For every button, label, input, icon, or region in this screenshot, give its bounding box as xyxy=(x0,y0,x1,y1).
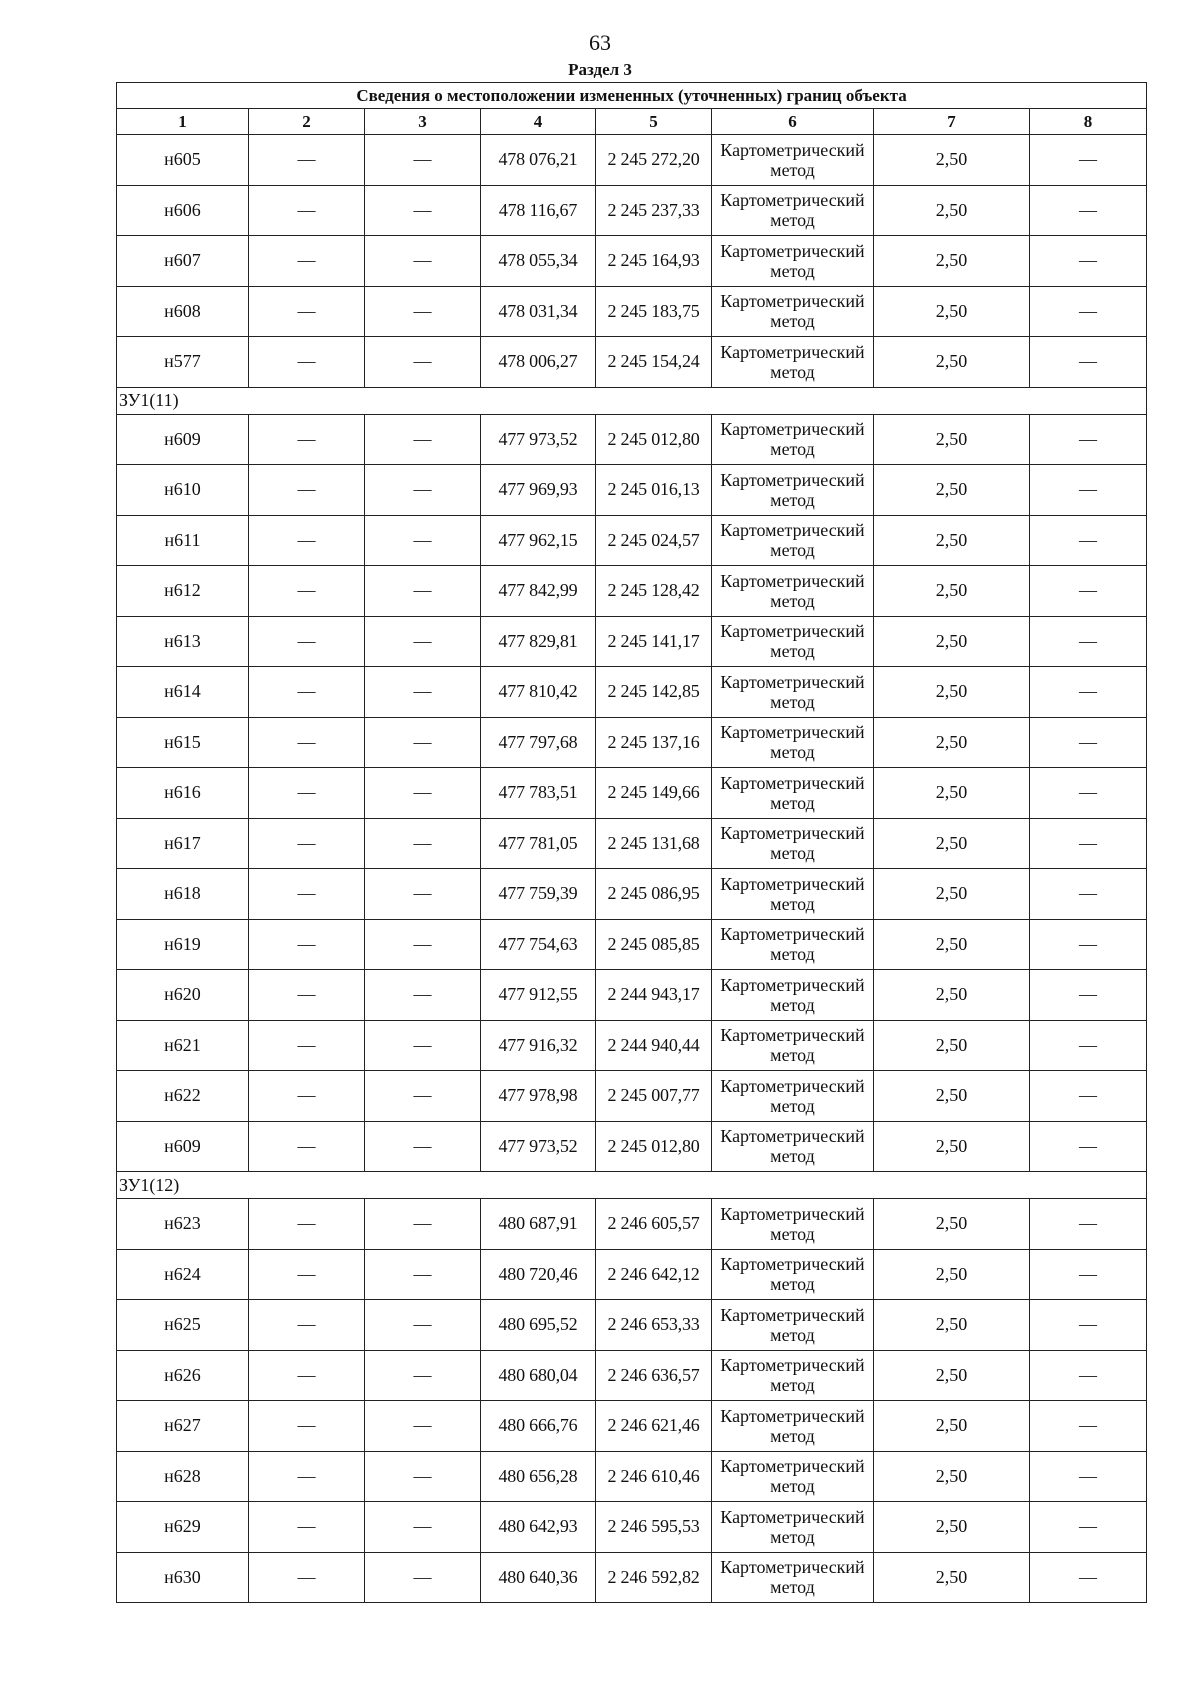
coord-y: 2 245 016,13 xyxy=(596,465,712,516)
cell-col2: — xyxy=(249,1552,365,1603)
point-name: н621 xyxy=(117,1020,249,1071)
table-row xyxy=(117,1121,1147,1172)
coord-y: 2 245 012,80 xyxy=(596,414,712,465)
method: Картометрический метод xyxy=(712,1249,874,1300)
coord-x: 477 759,39 xyxy=(481,869,596,920)
column-number: 6 xyxy=(712,109,874,135)
table-row xyxy=(117,1020,1147,1071)
point-name: н623 xyxy=(117,1199,249,1250)
table-row xyxy=(117,286,1147,337)
cell-col2: — xyxy=(249,135,365,186)
cell-col8: — xyxy=(1030,185,1147,236)
cell-col2: — xyxy=(249,869,365,920)
cell-col3: — xyxy=(365,1350,481,1401)
cell-col8: — xyxy=(1030,970,1147,1021)
method: Картометрический метод xyxy=(712,667,874,718)
table-row xyxy=(117,566,1147,617)
method: Картометрический метод xyxy=(712,970,874,1021)
coord-y: 2 245 007,77 xyxy=(596,1071,712,1122)
table-row xyxy=(117,869,1147,920)
column-number: 5 xyxy=(596,109,712,135)
cell-col2: — xyxy=(249,566,365,617)
point-name: н611 xyxy=(117,515,249,566)
column-number: 3 xyxy=(365,109,481,135)
point-name: н619 xyxy=(117,919,249,970)
point-name: н615 xyxy=(117,717,249,768)
table-row xyxy=(117,1300,1147,1351)
cell-col8: — xyxy=(1030,818,1147,869)
cell-col3: — xyxy=(365,414,481,465)
group-label: ЗУ1(12) xyxy=(117,1172,1147,1199)
cell-col2: — xyxy=(249,1199,365,1250)
coord-x: 480 640,36 xyxy=(481,1552,596,1603)
cell-col2: — xyxy=(249,1071,365,1122)
table-row xyxy=(117,236,1147,287)
cell-col8: — xyxy=(1030,1020,1147,1071)
cell-col3: — xyxy=(365,337,481,388)
cell-col2: — xyxy=(249,768,365,819)
table-caption: Сведения о местоположении измененных (уточненных) границ объекта xyxy=(117,83,1147,109)
cell-col8: — xyxy=(1030,1401,1147,1452)
coordinates-table xyxy=(116,82,1147,1603)
column-numbers-row xyxy=(117,109,1147,135)
coord-x: 477 781,05 xyxy=(481,818,596,869)
point-name: н630 xyxy=(117,1552,249,1603)
cell-col8: — xyxy=(1030,616,1147,667)
point-name: н609 xyxy=(117,414,249,465)
cell-col3: — xyxy=(365,185,481,236)
table-row xyxy=(117,414,1147,465)
coord-x: 480 720,46 xyxy=(481,1249,596,1300)
coord-y: 2 244 940,44 xyxy=(596,1020,712,1071)
coord-y: 2 245 024,57 xyxy=(596,515,712,566)
cell-col2: — xyxy=(249,1502,365,1553)
precision: 2,50 xyxy=(874,1249,1030,1300)
table-row xyxy=(117,616,1147,667)
precision: 2,50 xyxy=(874,1552,1030,1603)
point-name: н618 xyxy=(117,869,249,920)
cell-col2: — xyxy=(249,1401,365,1452)
cell-col2: — xyxy=(249,1121,365,1172)
method: Картометрический метод xyxy=(712,286,874,337)
table-row xyxy=(117,337,1147,388)
method: Картометрический метод xyxy=(712,616,874,667)
coord-y: 2 245 141,17 xyxy=(596,616,712,667)
point-name: н610 xyxy=(117,465,249,516)
table-row xyxy=(117,1552,1147,1603)
point-name: н577 xyxy=(117,337,249,388)
table-body xyxy=(117,135,1147,1603)
method: Картометрический метод xyxy=(712,1502,874,1553)
method: Картометрический метод xyxy=(712,135,874,186)
cell-col8: — xyxy=(1030,1249,1147,1300)
method: Картометрический метод xyxy=(712,818,874,869)
cell-col3: — xyxy=(365,919,481,970)
method: Картометрический метод xyxy=(712,717,874,768)
coord-y: 2 245 085,85 xyxy=(596,919,712,970)
point-name: н612 xyxy=(117,566,249,617)
cell-col2: — xyxy=(249,1300,365,1351)
method: Картометрический метод xyxy=(712,1401,874,1452)
precision: 2,50 xyxy=(874,465,1030,516)
coord-y: 2 246 592,82 xyxy=(596,1552,712,1603)
column-number: 7 xyxy=(874,109,1030,135)
cell-col2: — xyxy=(249,717,365,768)
cell-col8: — xyxy=(1030,135,1147,186)
method: Картометрический метод xyxy=(712,414,874,465)
method: Картометрический метод xyxy=(712,185,874,236)
table-row xyxy=(117,919,1147,970)
table-row xyxy=(117,768,1147,819)
page-number: 63 xyxy=(589,30,611,55)
cell-col2: — xyxy=(249,185,365,236)
precision: 2,50 xyxy=(874,1020,1030,1071)
cell-col3: — xyxy=(365,1071,481,1122)
coord-y: 2 245 149,66 xyxy=(596,768,712,819)
precision: 2,50 xyxy=(874,236,1030,287)
coord-y: 2 245 131,68 xyxy=(596,818,712,869)
cell-col8: — xyxy=(1030,1350,1147,1401)
cell-col3: — xyxy=(365,1552,481,1603)
precision: 2,50 xyxy=(874,970,1030,1021)
cell-col3: — xyxy=(365,1300,481,1351)
method: Картометрический метод xyxy=(712,1300,874,1351)
cell-col8: — xyxy=(1030,768,1147,819)
coord-x: 478 116,67 xyxy=(481,185,596,236)
coord-x: 477 842,99 xyxy=(481,566,596,617)
point-name: н605 xyxy=(117,135,249,186)
cell-col2: — xyxy=(249,236,365,287)
table-caption-row xyxy=(117,83,1147,109)
method: Картометрический метод xyxy=(712,566,874,617)
cell-col3: — xyxy=(365,566,481,617)
coord-y: 2 245 137,16 xyxy=(596,717,712,768)
cell-col8: — xyxy=(1030,1199,1147,1250)
point-name: н608 xyxy=(117,286,249,337)
precision: 2,50 xyxy=(874,1300,1030,1351)
coord-y: 2 245 183,75 xyxy=(596,286,712,337)
method: Картометрический метод xyxy=(712,1199,874,1250)
table-row xyxy=(117,1249,1147,1300)
method: Картометрический метод xyxy=(712,869,874,920)
cell-col2: — xyxy=(249,515,365,566)
coord-y: 2 245 012,80 xyxy=(596,1121,712,1172)
cell-col8: — xyxy=(1030,566,1147,617)
point-name: н606 xyxy=(117,185,249,236)
point-name: н617 xyxy=(117,818,249,869)
coord-y: 2 246 642,12 xyxy=(596,1249,712,1300)
point-name: н628 xyxy=(117,1451,249,1502)
precision: 2,50 xyxy=(874,1121,1030,1172)
cell-col2: — xyxy=(249,919,365,970)
cell-col3: — xyxy=(365,1121,481,1172)
precision: 2,50 xyxy=(874,1401,1030,1452)
precision: 2,50 xyxy=(874,566,1030,617)
table-row xyxy=(117,1350,1147,1401)
cell-col8: — xyxy=(1030,337,1147,388)
precision: 2,50 xyxy=(874,869,1030,920)
table-row xyxy=(117,970,1147,1021)
table-row xyxy=(117,135,1147,186)
point-name: н609 xyxy=(117,1121,249,1172)
method: Картометрический метод xyxy=(712,515,874,566)
point-name: н626 xyxy=(117,1350,249,1401)
precision: 2,50 xyxy=(874,286,1030,337)
table-row xyxy=(117,465,1147,516)
cell-col3: — xyxy=(365,1502,481,1553)
cell-col3: — xyxy=(365,286,481,337)
cell-col2: — xyxy=(249,414,365,465)
cell-col3: — xyxy=(365,869,481,920)
coord-x: 477 973,52 xyxy=(481,1121,596,1172)
precision: 2,50 xyxy=(874,185,1030,236)
table-row xyxy=(117,818,1147,869)
coord-y: 2 245 237,33 xyxy=(596,185,712,236)
method: Картометрический метод xyxy=(712,236,874,287)
point-name: н616 xyxy=(117,768,249,819)
cell-col3: — xyxy=(365,768,481,819)
cell-col8: — xyxy=(1030,717,1147,768)
cell-col2: — xyxy=(249,1249,365,1300)
precision: 2,50 xyxy=(874,768,1030,819)
coord-y: 2 246 653,33 xyxy=(596,1300,712,1351)
cell-col8: — xyxy=(1030,869,1147,920)
coord-x: 477 810,42 xyxy=(481,667,596,718)
cell-col3: — xyxy=(365,1020,481,1071)
coord-x: 477 978,98 xyxy=(481,1071,596,1122)
coord-x: 477 969,93 xyxy=(481,465,596,516)
cell-col8: — xyxy=(1030,1552,1147,1603)
cell-col3: — xyxy=(365,515,481,566)
coord-x: 478 006,27 xyxy=(481,337,596,388)
cell-col3: — xyxy=(365,1401,481,1452)
point-name: н607 xyxy=(117,236,249,287)
precision: 2,50 xyxy=(874,515,1030,566)
precision: 2,50 xyxy=(874,616,1030,667)
cell-col3: — xyxy=(365,616,481,667)
coord-x: 478 031,34 xyxy=(481,286,596,337)
point-name: н624 xyxy=(117,1249,249,1300)
precision: 2,50 xyxy=(874,1502,1030,1553)
precision: 2,50 xyxy=(874,135,1030,186)
coord-x: 477 916,32 xyxy=(481,1020,596,1071)
coord-y: 2 246 621,46 xyxy=(596,1401,712,1452)
point-name: н625 xyxy=(117,1300,249,1351)
method: Картометрический метод xyxy=(712,919,874,970)
table-row xyxy=(117,1502,1147,1553)
coord-y: 2 246 605,57 xyxy=(596,1199,712,1250)
coord-y: 2 245 272,20 xyxy=(596,135,712,186)
cell-col3: — xyxy=(365,667,481,718)
coord-x: 477 973,52 xyxy=(481,414,596,465)
cell-col8: — xyxy=(1030,1300,1147,1351)
coord-y: 2 245 142,85 xyxy=(596,667,712,718)
point-name: н629 xyxy=(117,1502,249,1553)
coord-y: 2 245 164,93 xyxy=(596,236,712,287)
table-row xyxy=(117,1199,1147,1250)
table-row xyxy=(117,1451,1147,1502)
table-row xyxy=(117,515,1147,566)
cell-col8: — xyxy=(1030,1121,1147,1172)
table-row xyxy=(117,1071,1147,1122)
table-row xyxy=(117,717,1147,768)
cell-col2: — xyxy=(249,337,365,388)
method: Картометрический метод xyxy=(712,1121,874,1172)
cell-col8: — xyxy=(1030,414,1147,465)
cell-col8: — xyxy=(1030,236,1147,287)
precision: 2,50 xyxy=(874,667,1030,718)
point-name: н622 xyxy=(117,1071,249,1122)
coord-x: 480 695,52 xyxy=(481,1300,596,1351)
cell-col8: — xyxy=(1030,1502,1147,1553)
precision: 2,50 xyxy=(874,717,1030,768)
precision: 2,50 xyxy=(874,337,1030,388)
method: Картометрический метод xyxy=(712,465,874,516)
cell-col2: — xyxy=(249,286,365,337)
coord-x: 477 797,68 xyxy=(481,717,596,768)
column-number: 2 xyxy=(249,109,365,135)
coord-y: 2 245 086,95 xyxy=(596,869,712,920)
coord-x: 480 666,76 xyxy=(481,1401,596,1452)
precision: 2,50 xyxy=(874,1451,1030,1502)
group-row xyxy=(117,1172,1147,1199)
method: Картометрический метод xyxy=(712,1350,874,1401)
method: Картометрический метод xyxy=(712,1020,874,1071)
coord-y: 2 246 595,53 xyxy=(596,1502,712,1553)
coord-x: 477 829,81 xyxy=(481,616,596,667)
method: Картометрический метод xyxy=(712,768,874,819)
coord-y: 2 245 154,24 xyxy=(596,337,712,388)
method: Картометрический метод xyxy=(712,337,874,388)
cell-col3: — xyxy=(365,135,481,186)
precision: 2,50 xyxy=(874,1071,1030,1122)
coord-x: 480 642,93 xyxy=(481,1502,596,1553)
table-row xyxy=(117,1401,1147,1452)
coord-x: 477 783,51 xyxy=(481,768,596,819)
coord-x: 480 687,91 xyxy=(481,1199,596,1250)
group-label: ЗУ1(11) xyxy=(117,387,1147,414)
method: Картометрический метод xyxy=(712,1071,874,1122)
coord-x: 477 962,15 xyxy=(481,515,596,566)
cell-col8: — xyxy=(1030,667,1147,718)
point-name: н613 xyxy=(117,616,249,667)
coord-y: 2 244 943,17 xyxy=(596,970,712,1021)
cell-col8: — xyxy=(1030,919,1147,970)
column-number: 1 xyxy=(117,109,249,135)
cell-col3: — xyxy=(365,818,481,869)
precision: 2,50 xyxy=(874,1350,1030,1401)
cell-col3: — xyxy=(365,717,481,768)
coord-y: 2 246 636,57 xyxy=(596,1350,712,1401)
cell-col2: — xyxy=(249,667,365,718)
column-number: 8 xyxy=(1030,109,1147,135)
cell-col3: — xyxy=(365,236,481,287)
coord-x: 477 754,63 xyxy=(481,919,596,970)
cell-col3: — xyxy=(365,1199,481,1250)
cell-col8: — xyxy=(1030,465,1147,516)
coord-x: 477 912,55 xyxy=(481,970,596,1021)
cell-col3: — xyxy=(365,465,481,516)
cell-col8: — xyxy=(1030,1071,1147,1122)
coord-x: 478 055,34 xyxy=(481,236,596,287)
coord-x: 480 680,04 xyxy=(481,1350,596,1401)
point-name: н614 xyxy=(117,667,249,718)
cell-col2: — xyxy=(249,1451,365,1502)
cell-col8: — xyxy=(1030,286,1147,337)
cell-col3: — xyxy=(365,1451,481,1502)
coord-x: 480 656,28 xyxy=(481,1451,596,1502)
cell-col8: — xyxy=(1030,1451,1147,1502)
cell-col3: — xyxy=(365,970,481,1021)
section-title: Раздел 3 xyxy=(568,60,632,79)
table-row xyxy=(117,185,1147,236)
coord-y: 2 245 128,42 xyxy=(596,566,712,617)
precision: 2,50 xyxy=(874,919,1030,970)
coord-y: 2 246 610,46 xyxy=(596,1451,712,1502)
coord-x: 478 076,21 xyxy=(481,135,596,186)
method: Картометрический метод xyxy=(712,1552,874,1603)
point-name: н627 xyxy=(117,1401,249,1452)
cell-col2: — xyxy=(249,970,365,1021)
group-row xyxy=(117,387,1147,414)
precision: 2,50 xyxy=(874,1199,1030,1250)
cell-col2: — xyxy=(249,1020,365,1071)
cell-col3: — xyxy=(365,1249,481,1300)
cell-col2: — xyxy=(249,465,365,516)
method: Картометрический метод xyxy=(712,1451,874,1502)
point-name: н620 xyxy=(117,970,249,1021)
precision: 2,50 xyxy=(874,414,1030,465)
cell-col8: — xyxy=(1030,515,1147,566)
column-number: 4 xyxy=(481,109,596,135)
cell-col2: — xyxy=(249,1350,365,1401)
cell-col2: — xyxy=(249,818,365,869)
table-row xyxy=(117,667,1147,718)
cell-col2: — xyxy=(249,616,365,667)
precision: 2,50 xyxy=(874,818,1030,869)
